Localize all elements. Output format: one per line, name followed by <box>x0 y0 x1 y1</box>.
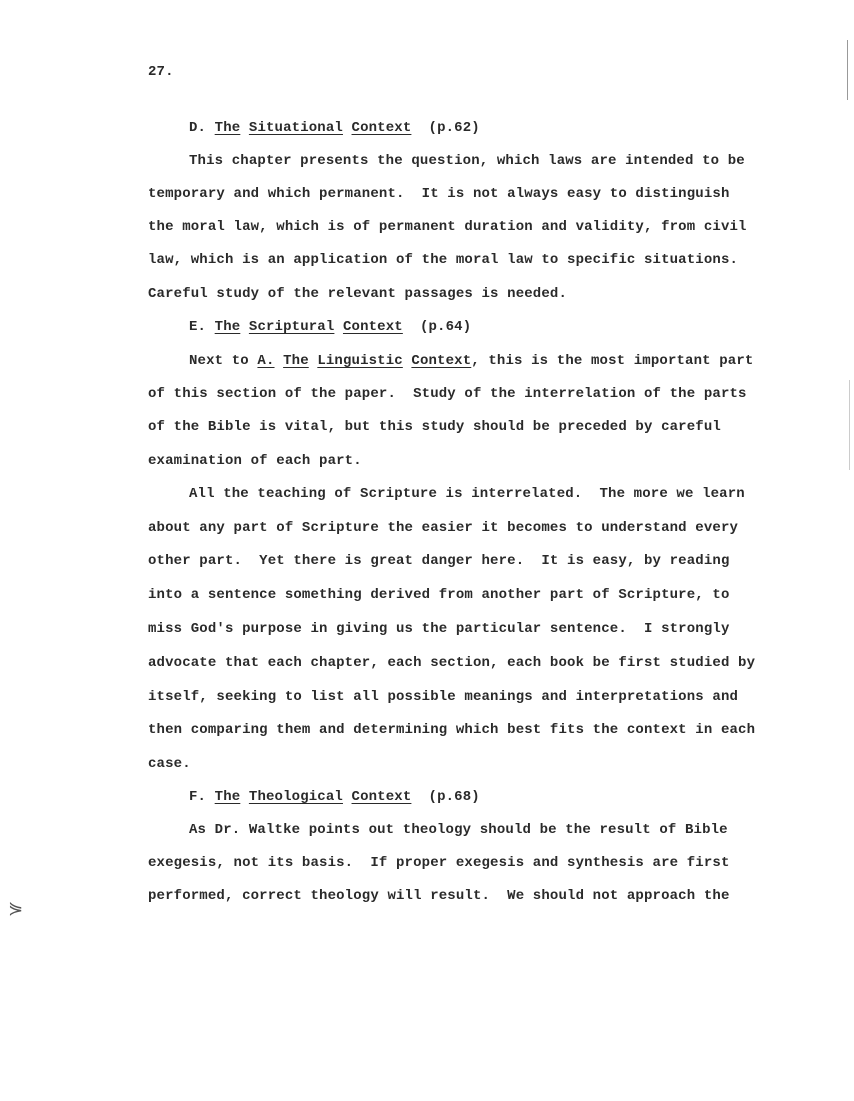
heading-word: Scriptural <box>248 319 335 335</box>
heading-letter: E. <box>189 319 207 335</box>
heading-situational-context <box>189 119 480 137</box>
page-number: 27. <box>148 64 174 80</box>
text-span: A. <box>257 353 275 369</box>
heading-word: Context <box>351 120 412 136</box>
heading-letter: F. <box>189 789 207 805</box>
text-line: Careful study of the relevant passages is needed. <box>148 286 568 302</box>
heading-word: The <box>214 789 241 805</box>
text-line: about any part of Scripture the easier it becomes to understand every <box>148 520 739 536</box>
text-span: The <box>283 353 309 369</box>
heading-scriptural-context <box>189 318 471 336</box>
text-line: examination of each part. <box>148 453 362 469</box>
text-span: Context <box>411 353 472 369</box>
text-span: Next to <box>189 353 258 369</box>
page-edge-line <box>849 380 850 470</box>
heading-word: Context <box>351 789 412 805</box>
text-line <box>189 352 753 370</box>
text-line: case. <box>148 756 191 772</box>
text-line: temporary and which permanent. It is not always easy to distinguish <box>148 186 730 202</box>
text-line: other part. Yet there is great danger here. It is easy, by reading <box>148 553 730 569</box>
page-edge-line <box>847 40 848 100</box>
text-line: then comparing them and determining which best fits the context in each <box>148 722 756 738</box>
heading-theological-context <box>189 788 480 806</box>
text-span: Linguistic <box>317 353 403 369</box>
text-line: advocate that each chapter, each section, each book be first studied by <box>148 655 756 671</box>
text-line: exegesis, not its basis. If proper exegesis and synthesis are first <box>148 855 730 871</box>
text-span: , this is the most important part <box>471 353 754 369</box>
heading-word: The <box>214 319 241 335</box>
text-line: This chapter presents the question, which laws are intended to be <box>189 153 745 169</box>
heading-word: Situational <box>248 120 343 136</box>
text-line: miss God's purpose in giving us the particular sentence. I strongly <box>148 621 730 637</box>
page-ref: (p.68) <box>428 789 480 805</box>
heading-letter: D. <box>189 120 207 136</box>
heading-word: Theological <box>248 789 343 805</box>
text-line: As Dr. Waltke points out theology should be the result of Bible <box>189 822 728 838</box>
heading-word: The <box>214 120 241 136</box>
text-line: All the teaching of Scripture is interrelated. The more we learn <box>189 486 745 502</box>
text-line: itself, seeking to list all possible meanings and interpretations and <box>148 689 739 705</box>
heading-word: Context <box>342 319 403 335</box>
text-line: performed, correct theology will result. We should not approach the <box>148 888 730 904</box>
page-ref: (p.64) <box>419 319 472 335</box>
text-line: into a sentence something derived from another part of Scripture, to <box>148 587 730 603</box>
text-line: of the Bible is vital, but this study should be preceded by careful <box>148 419 721 435</box>
text-line: law, which is an application of the moral law to specific situations. <box>148 252 739 268</box>
page-ref: (p.62) <box>428 120 480 136</box>
text-line: the moral law, which is of permanent duration and validity, from civil <box>148 219 747 235</box>
margin-mark: ⋟ <box>8 898 24 919</box>
text-line: of this section of the paper. Study of the interrelation of the parts <box>148 386 747 402</box>
